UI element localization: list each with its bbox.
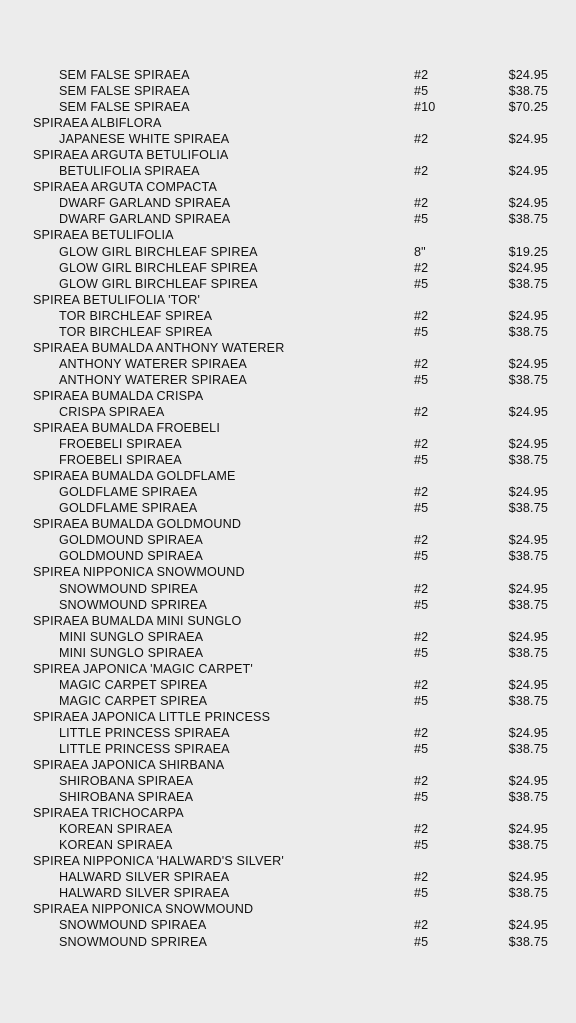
species-heading-row xyxy=(0,661,576,677)
product-row xyxy=(0,837,576,853)
container-size: #5 xyxy=(414,934,429,949)
product-name: SNOWMOUND SPRIREA xyxy=(59,934,208,949)
price: $24.95 xyxy=(508,356,548,371)
container-size: #5 xyxy=(414,372,429,387)
price: $24.95 xyxy=(508,404,548,419)
product-row xyxy=(0,452,576,468)
species-name: SPIRAEA BUMALDA FROEBELI xyxy=(33,421,220,436)
price: $19.25 xyxy=(508,244,548,259)
container-size: #2 xyxy=(414,485,429,500)
species-name: SPIRAEA NIPPONICA SNOWMOUND xyxy=(33,902,254,917)
product-row xyxy=(0,244,576,260)
container-size: #2 xyxy=(414,918,429,933)
species-name: SPIRAEA TRICHOCARPA xyxy=(33,806,184,821)
container-size: #5 xyxy=(414,838,429,853)
species-name: SPIRAEA BUMALDA CRISPA xyxy=(33,388,204,403)
species-heading-row xyxy=(0,516,576,532)
product-row xyxy=(0,532,576,548)
price: $24.95 xyxy=(508,870,548,885)
price: $24.95 xyxy=(508,164,548,179)
product-name: SNOWMOUND SPIRAEA xyxy=(59,918,207,933)
container-size: #5 xyxy=(414,501,429,516)
product-name: MINI SUNGLO SPIRAEA xyxy=(59,645,204,660)
product-row xyxy=(0,693,576,709)
species-name: SPIREA JAPONICA 'MAGIC CARPET' xyxy=(33,661,253,676)
species-heading-row xyxy=(0,853,576,869)
product-row xyxy=(0,436,576,452)
species-heading-row xyxy=(0,179,576,195)
species-heading-row xyxy=(0,805,576,821)
product-name: DWARF GARLAND SPIRAEA xyxy=(59,212,231,227)
price: $24.95 xyxy=(508,260,548,275)
price: $24.95 xyxy=(508,437,548,452)
price: $24.95 xyxy=(508,822,548,837)
species-name: SPIRAEA ARGUTA COMPACTA xyxy=(33,180,217,195)
product-name: GOLDFLAME SPIRAEA xyxy=(59,501,198,516)
product-name: SHIROBANA SPIRAEA xyxy=(59,774,194,789)
species-heading-row xyxy=(0,147,576,163)
container-size: 8" xyxy=(414,244,426,259)
product-row xyxy=(0,163,576,179)
product-name: SEM FALSE SPIRAEA xyxy=(59,84,190,99)
product-name: HALWARD SILVER SPIRAEA xyxy=(59,870,230,885)
container-size: #2 xyxy=(414,164,429,179)
container-size: #2 xyxy=(414,196,429,211)
price: $24.95 xyxy=(508,629,548,644)
container-size: #5 xyxy=(414,453,429,468)
product-name: MINI SUNGLO SPIRAEA xyxy=(59,629,204,644)
product-row xyxy=(0,484,576,500)
product-name: SNOWMOUND SPRIREA xyxy=(59,597,208,612)
price: $38.75 xyxy=(508,838,548,853)
price: $24.95 xyxy=(508,196,548,211)
price: $38.75 xyxy=(508,453,548,468)
price: $38.75 xyxy=(508,597,548,612)
container-size: #5 xyxy=(414,549,429,564)
price: $24.95 xyxy=(508,918,548,933)
product-name: SEM FALSE SPIRAEA xyxy=(59,100,190,115)
species-heading-row xyxy=(0,709,576,725)
price: $38.75 xyxy=(508,934,548,949)
product-name: GOLDMOUND SPIRAEA xyxy=(59,533,203,548)
product-name: JAPANESE WHITE SPIRAEA xyxy=(59,132,230,147)
product-name: LITTLE PRINCESS SPIRAEA xyxy=(59,741,230,756)
species-name: SPIRAEA JAPONICA LITTLE PRINCESS xyxy=(33,709,271,724)
container-size: #2 xyxy=(414,629,429,644)
species-heading-row xyxy=(0,227,576,243)
species-heading-row xyxy=(0,340,576,356)
price: $38.75 xyxy=(508,372,548,387)
price: $24.95 xyxy=(508,68,548,82)
product-name: DWARF GARLAND SPIRAEA xyxy=(59,196,231,211)
product-name: LITTLE PRINCESS SPIRAEA xyxy=(59,725,230,740)
container-size: #10 xyxy=(414,100,436,115)
product-name: BETULIFOLIA SPIRAEA xyxy=(59,164,200,179)
product-name: KOREAN SPIRAEA xyxy=(59,838,173,853)
product-row xyxy=(0,356,576,372)
price-list xyxy=(0,67,576,950)
product-row xyxy=(0,869,576,885)
species-heading-row xyxy=(0,901,576,917)
product-row xyxy=(0,773,576,789)
product-name: ANTHONY WATERER SPIRAEA xyxy=(59,356,247,371)
product-row xyxy=(0,211,576,227)
product-row xyxy=(0,597,576,613)
container-size: #5 xyxy=(414,645,429,660)
product-name: TOR BIRCHLEAF SPIREA xyxy=(59,324,213,339)
price: $38.75 xyxy=(508,276,548,291)
price: $24.95 xyxy=(508,308,548,323)
product-name: CRISPA SPIRAEA xyxy=(59,404,165,419)
price: $38.75 xyxy=(508,84,548,99)
product-name: GOLDMOUND SPIRAEA xyxy=(59,549,203,564)
species-heading-row xyxy=(0,115,576,131)
species-name: SPIRAEA JAPONICA SHIRBANA xyxy=(33,758,225,773)
container-size: #5 xyxy=(414,693,429,708)
product-row xyxy=(0,131,576,147)
species-heading-row xyxy=(0,757,576,773)
product-name: FROEBELI SPIRAEA xyxy=(59,453,182,468)
container-size: #2 xyxy=(414,260,429,275)
price: $38.75 xyxy=(508,645,548,660)
product-row xyxy=(0,404,576,420)
product-row xyxy=(0,934,576,950)
price: $24.95 xyxy=(508,485,548,500)
price: $38.75 xyxy=(508,693,548,708)
product-row xyxy=(0,372,576,388)
product-row xyxy=(0,725,576,741)
product-name: SEM FALSE SPIRAEA xyxy=(59,68,190,82)
species-heading-row xyxy=(0,564,576,580)
container-size: #2 xyxy=(414,725,429,740)
product-name: HALWARD SILVER SPIRAEA xyxy=(59,886,230,901)
species-name: SPIRAEA BETULIFOLIA xyxy=(33,228,174,243)
species-name: SPIRAEA BUMALDA ANTHONY WATERER xyxy=(33,340,285,355)
container-size: #2 xyxy=(414,356,429,371)
species-name: SPIRAEA BUMALDA GOLDMOUND xyxy=(33,517,242,532)
product-name: GLOW GIRL BIRCHLEAF SPIREA xyxy=(59,276,258,291)
container-size: #2 xyxy=(414,437,429,452)
price: $24.95 xyxy=(508,132,548,147)
product-name: GLOW GIRL BIRCHLEAF SPIREA xyxy=(59,244,258,259)
container-size: #5 xyxy=(414,886,429,901)
container-size: #2 xyxy=(414,822,429,837)
product-name: MAGIC CARPET SPIREA xyxy=(59,677,208,692)
product-name: ANTHONY WATERER SPIRAEA xyxy=(59,372,247,387)
product-name: MAGIC CARPET SPIREA xyxy=(59,693,208,708)
product-row xyxy=(0,629,576,645)
product-row xyxy=(0,500,576,516)
product-name: GOLDFLAME SPIRAEA xyxy=(59,485,198,500)
product-row xyxy=(0,324,576,340)
product-row xyxy=(0,67,576,83)
container-size: #2 xyxy=(414,132,429,147)
price: $38.75 xyxy=(508,324,548,339)
product-row xyxy=(0,99,576,115)
price: $24.95 xyxy=(508,725,548,740)
product-row xyxy=(0,276,576,292)
product-row xyxy=(0,885,576,901)
product-row xyxy=(0,195,576,211)
species-heading-row xyxy=(0,388,576,404)
container-size: #5 xyxy=(414,324,429,339)
price: $38.75 xyxy=(508,549,548,564)
species-name: SPIRAEA ARGUTA BETULIFOLIA xyxy=(33,148,229,163)
container-size: #2 xyxy=(414,404,429,419)
container-size: #2 xyxy=(414,677,429,692)
price: $38.75 xyxy=(508,790,548,805)
product-name: KOREAN SPIRAEA xyxy=(59,822,173,837)
container-size: #5 xyxy=(414,741,429,756)
price: $24.95 xyxy=(508,581,548,596)
product-name: SHIROBANA SPIRAEA xyxy=(59,790,194,805)
species-name: SPIRAEA ALBIFLORA xyxy=(33,116,162,131)
product-row xyxy=(0,308,576,324)
species-heading-row xyxy=(0,468,576,484)
species-name: SPIREA NIPPONICA 'HALWARD'S SILVER' xyxy=(33,854,284,869)
product-row xyxy=(0,548,576,564)
species-heading-row xyxy=(0,613,576,629)
product-row xyxy=(0,677,576,693)
price: $38.75 xyxy=(508,501,548,516)
price: $24.95 xyxy=(508,774,548,789)
product-row xyxy=(0,789,576,805)
price: $38.75 xyxy=(508,886,548,901)
species-name: SPIRAEA BUMALDA MINI SUNGLO xyxy=(33,613,242,628)
species-heading-row xyxy=(0,420,576,436)
container-size: #2 xyxy=(414,870,429,885)
price: $24.95 xyxy=(508,677,548,692)
container-size: #5 xyxy=(414,597,429,612)
container-size: #5 xyxy=(414,84,429,99)
price: $24.95 xyxy=(508,533,548,548)
container-size: #2 xyxy=(414,68,429,82)
price: $38.75 xyxy=(508,212,548,227)
product-row xyxy=(0,645,576,661)
container-size: #2 xyxy=(414,774,429,789)
container-size: #2 xyxy=(414,581,429,596)
container-size: #5 xyxy=(414,212,429,227)
species-name: SPIREA BETULIFOLIA 'TOR' xyxy=(33,292,201,307)
species-name: SPIREA NIPPONICA SNOWMOUND xyxy=(33,565,245,580)
product-name: SNOWMOUND SPIREA xyxy=(59,581,198,596)
product-row xyxy=(0,260,576,276)
species-name: SPIRAEA BUMALDA GOLDFLAME xyxy=(33,469,236,484)
price: $70.25 xyxy=(508,100,548,115)
container-size: #2 xyxy=(414,533,429,548)
price: $38.75 xyxy=(508,741,548,756)
product-name: FROEBELI SPIRAEA xyxy=(59,437,182,452)
container-size: #5 xyxy=(414,790,429,805)
product-row xyxy=(0,741,576,757)
container-size: #2 xyxy=(414,308,429,323)
product-name: GLOW GIRL BIRCHLEAF SPIREA xyxy=(59,260,258,275)
product-row xyxy=(0,83,576,99)
product-name: TOR BIRCHLEAF SPIREA xyxy=(59,308,213,323)
product-row xyxy=(0,581,576,597)
product-row xyxy=(0,917,576,933)
container-size: #5 xyxy=(414,276,429,291)
product-row xyxy=(0,821,576,837)
species-heading-row xyxy=(0,292,576,308)
